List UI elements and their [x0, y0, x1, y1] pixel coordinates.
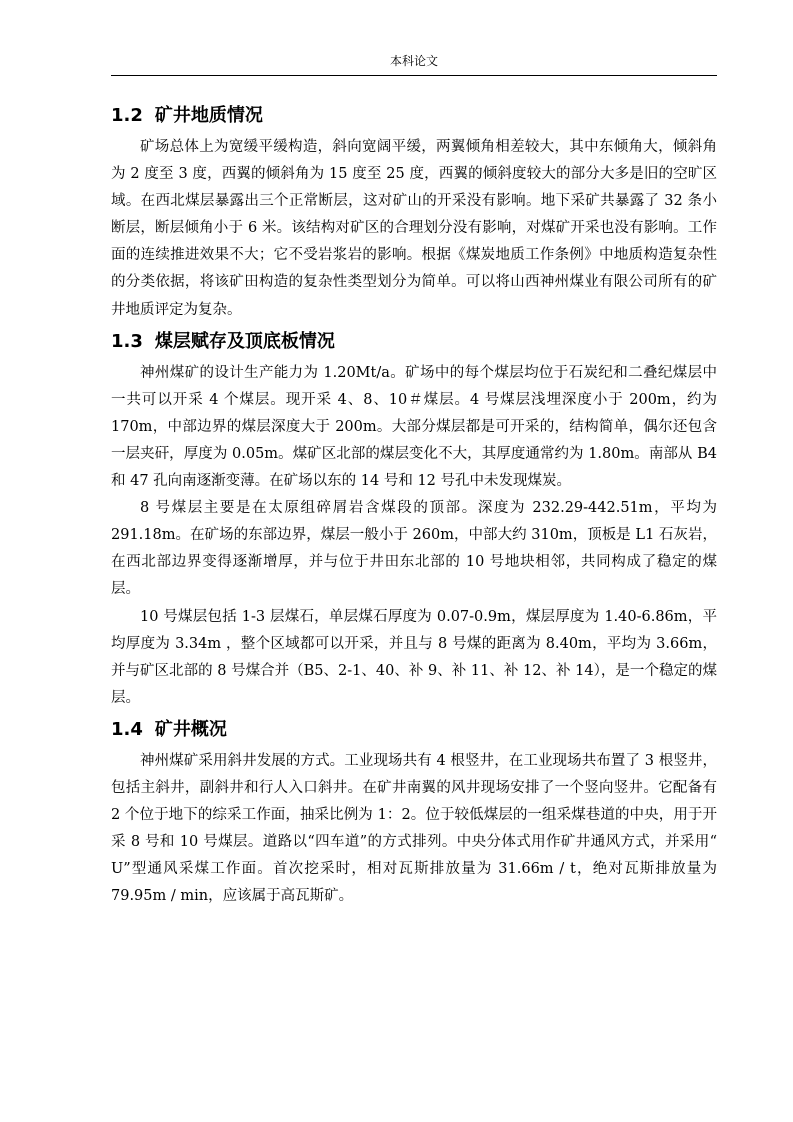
- section-title: 煤层赋存及顶底板情况: [154, 330, 335, 352]
- section-heading: [111, 712, 717, 748]
- paragraph: 矿场总体上为宽缓平缓构造，斜向宽阔平缓，两翼倾角相差较大，其中东倾角大，倾斜角为 2 度至 3 度，西翼的倾斜角为 15 度至 25 度，西翼的倾斜度较大的部分大多是旧的空旷区域。在西北煤层暴露出三个正常断层，这对矿山的开采没有影响。地下采矿共暴露了 32 条小断层，断层倾角小于 6 米。该结构对矿区的合理划分没有影响，对煤矿开采也没有影响。工作面的连续推进效果不大；它不受岩浆岩的影响。根据《煤炭地质工作条例》中地质构造复杂性的分类依据，将该矿田构造的复杂性类型划分为简单。可以将山西神州煤业有限公司所有的矿井地质评定为复杂。: [111, 139, 717, 318]
- header-rule: [111, 75, 717, 76]
- section-title: 矿井概况: [154, 718, 227, 740]
- section-1-2: [111, 98, 717, 324]
- section-number: 1.3: [111, 330, 143, 352]
- section-heading: [111, 324, 717, 360]
- paragraph: 神州煤矿采用斜井发展的方式。工业现场共有 4 根竖井，在工业现场共布置了 3 根竖井，包括主斜井，副斜井和行人入口斜井。在矿井南翼的风井现场安排了一个竖向竖井。它配备有 2 个位于地下的综采工作面，抽采比例为 1：2。位于较低煤层的一组采煤巷道的中央，用于开采 8 号和 10 号煤层。道路以“四车道”的方式排列。中央分体式用作矿井通风方式，并采用“ U”型通风采煤工作面。首次挖采时，相对瓦斯排放量为 31.66m / t，绝对瓦斯排放量为 79.95m / min，应该属于高瓦斯矿。: [111, 752, 717, 905]
- section-1-3: [111, 324, 717, 712]
- section-title: 矿井地质情况: [154, 105, 263, 126]
- section-heading: [111, 98, 717, 134]
- page-header: 本科论文: [389, 54, 438, 68]
- paragraph: 8 号煤层主要是在太原组碎屑岩含煤段的顶部。深度为 232.29-442.51m，平均为 291.18m。在矿场的东部边界，煤层一般小于 260m，中部大约 310m，顶板是 L1 石灰岩，在西北部边界变得逐渐增厚，并与位于井田东北部的 10 号地块相邻，共同构成了稳定的煤层。: [111, 500, 717, 598]
- paragraph: 10 号煤层包括 1-3 层煤石，单层煤石厚度为 0.07-0.9m，煤层厚度为 1.40-6.86m，平均厚度为 3.34m ，整个区域都可以开采，并且与 8 号煤的距离为 8.40m，平均为 3.66m，并与矿区北部的 8 号煤合并（B5、2-1、40、补 9、补 11、补 12、补 14），是一个稳定的煤层。: [111, 608, 717, 706]
- section-number: 1.2: [111, 105, 143, 126]
- page-content: [111, 98, 717, 910]
- section-number: 1.4: [111, 718, 143, 740]
- paragraph: 神州煤矿的设计生产能力为 1.20Mt/a。矿场中的每个煤层均位于石炭纪和二叠纪煤层中一共可以开采 4 个煤层。现开采 4、8、10＃煤层。4 号煤层浅埋深度小于 200m，约为 170m，中部边界的煤层深度大于 200m。大部分煤层都是可开采的，结构简单，偶尔还包含一层夹矸，厚度为 0.05m。煤矿区北部的煤层变化不大，其厚度通常约为 1.80m。南部从 B4 和 47 孔向南逐渐变薄。在矿场以东的 14 号和 12 号孔中未发现煤炭。: [111, 364, 717, 490]
- section-1-4: [111, 712, 717, 911]
